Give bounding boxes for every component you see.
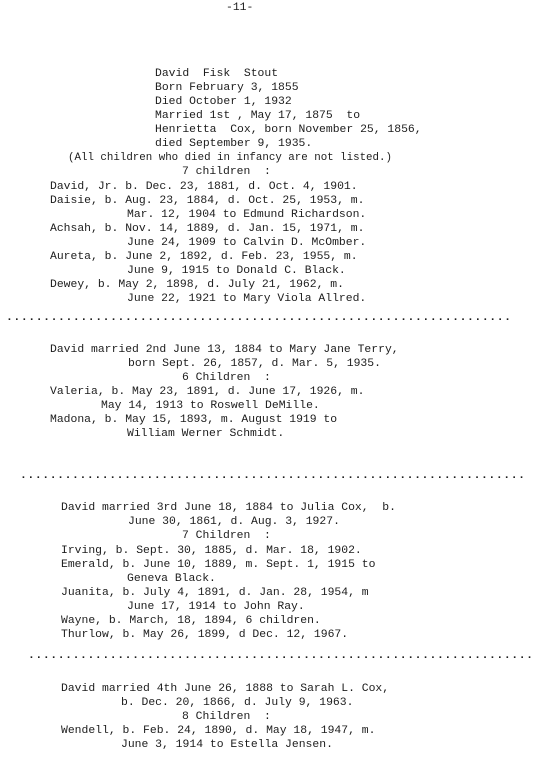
child-entry: Madona, b. May 15, 1893, m. August 1919 to bbox=[50, 414, 338, 426]
marriage-intro-continued: June 30, 1861, d. Aug. 3, 1927. bbox=[128, 516, 340, 528]
marriage-intro-continued: born Sept. 26, 1857, d. Mar. 5, 1935. bbox=[128, 358, 381, 370]
children-count: 7 Children : bbox=[182, 530, 271, 542]
child-entry: Dewey, b. May 2, 1898, d. July 21, 1962, m. bbox=[50, 279, 344, 291]
infancy-note: (All children who died in infancy are not listed.) bbox=[68, 152, 392, 164]
marriage-line: Married 1st , May 17, 1875 to bbox=[155, 110, 361, 122]
children-count: 8 Children : bbox=[182, 711, 271, 723]
child-entry-continued: June 22, 1921 to Mary Viola Allred. bbox=[127, 293, 367, 305]
page-number: -11- bbox=[226, 2, 254, 14]
child-entry: Emerald, b. June 10, 1889, m. Sept. 1, 1915 to bbox=[61, 559, 376, 571]
death-line: Died October 1, 1932 bbox=[155, 96, 292, 108]
dotted-divider: .................................................................... bbox=[20, 470, 526, 482]
child-entry: Valeria, b. May 23, 1891, d. June 17, 1926, m. bbox=[50, 386, 365, 398]
child-entry: Wendell, b. Feb. 24, 1890, d. May 18, 1947, m. bbox=[61, 725, 376, 737]
child-entry: Irving, b. Sept. 30, 1885, d. Mar. 18, 1902. bbox=[61, 545, 362, 557]
marriage-intro: David married 2nd June 13, 1884 to Mary Jane Terry, bbox=[50, 344, 399, 356]
child-entry: Daisie, b. Aug. 23, 1884, d. Oct. 25, 1953, m. bbox=[50, 195, 365, 207]
person-name: David Fisk Stout bbox=[155, 68, 279, 80]
children-count: 6 Children : bbox=[182, 372, 271, 384]
marriage-intro-continued: b. Dec. 20, 1866, d. July 9, 1963. bbox=[121, 697, 354, 709]
children-count: 7 children : bbox=[182, 166, 271, 178]
child-entry: Achsah, b. Nov. 14, 1889, d. Jan. 15, 1971, m. bbox=[50, 223, 365, 235]
marriage-intro: David married 4th June 26, 1888 to Sarah L. Cox, bbox=[61, 683, 390, 695]
dotted-divider: .................................................................... bbox=[28, 650, 534, 662]
child-entry: Wayne, b. March, 18, 1894, 6 children. bbox=[61, 615, 321, 627]
child-entry-continued: Geneva Black. bbox=[127, 573, 216, 585]
spouse-line: Henrietta Cox, born November 25, 1856, bbox=[155, 124, 422, 136]
child-entry: Aureta, b. June 2, 1892, d. Feb. 23, 1955, m. bbox=[50, 251, 358, 263]
spouse-death-line: died September 9, 1935. bbox=[155, 138, 313, 150]
child-entry-continued: June 9, 1915 to Donald C. Black. bbox=[127, 265, 346, 277]
marriage-intro: David married 3rd June 18, 1884 to Julia Cox, b. bbox=[61, 502, 396, 514]
child-entry: Juanita, b. July 4, 1891, d. Jan. 28, 1954, m bbox=[61, 587, 369, 599]
child-entry-continued: June 24, 1909 to Calvin D. McOmber. bbox=[127, 237, 367, 249]
birth-line: Born February 3, 1855 bbox=[155, 82, 299, 94]
child-entry-continued: June 3, 1914 to Estella Jensen. bbox=[121, 739, 333, 751]
child-entry-continued: William Werner Schmidt. bbox=[127, 428, 285, 440]
child-entry-continued: Mar. 12, 1904 to Edmund Richardson. bbox=[127, 209, 367, 221]
child-entry: Thurlow, b. May 26, 1899, d Dec. 12, 1967. bbox=[61, 629, 349, 641]
child-entry-continued: May 14, 1913 to Roswell DeMille. bbox=[101, 400, 320, 412]
dotted-divider: .................................................................... bbox=[6, 312, 512, 324]
child-entry-continued: June 17, 1914 to John Ray. bbox=[127, 601, 305, 613]
child-entry: David, Jr. b. Dec. 23, 1881, d. Oct. 4, 1901. bbox=[50, 181, 358, 193]
